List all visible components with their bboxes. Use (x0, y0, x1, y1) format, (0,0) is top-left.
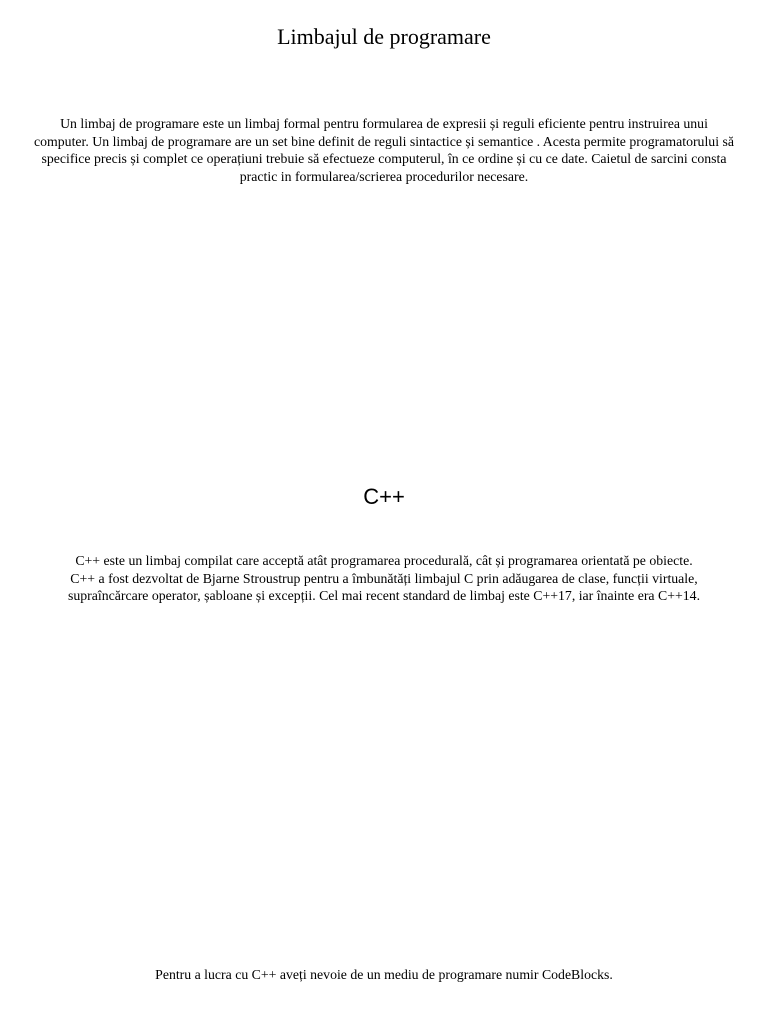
intro-line: practic in formularea/scrierea procedurilor necesare. (239, 168, 529, 184)
intro-paragraph (12, 115, 756, 185)
cpp-heading: C++ (363, 484, 405, 509)
cpp-paragraph (12, 552, 756, 605)
intro-line: specifice precis și complet ce operațiuni trebuie să efectueze computerul, în ce ordine și cu ce date. Caietul de sarcini consta (41, 151, 727, 166)
cpp-line: C++ a fost dezvoltat de Bjarne Stroustrup pentru a îmbunătăți limbajul C prin adăugarea de clase, funcții virtuale, (70, 570, 698, 586)
footer-note (12, 966, 756, 984)
intro-line: Un limbaj de programare este un limbaj formal pentru formularea de expresii și reguli eficiente pentru instruirea unui (60, 116, 708, 131)
intro-line: computer. Un limbaj de programare are un set bine definit de reguli sintactice și semantice . Acesta permite programatorului să (34, 133, 734, 149)
document-title: Limbajul de programare (277, 24, 491, 49)
cpp-line: C++ este un limbaj compilat care acceptă atât programarea procedurală, cât și programarea orientată pe obiecte. (75, 553, 693, 568)
cpp-line: supraîncărcare operator, șabloane și excepții. Cel mai recent standard de limbaj este C++17, iar înainte era C++14. (67, 588, 701, 603)
footer-line: Pentru a lucra cu C++ aveți nevoie de un mediu de programare numir CodeBlocks. (155, 967, 613, 982)
